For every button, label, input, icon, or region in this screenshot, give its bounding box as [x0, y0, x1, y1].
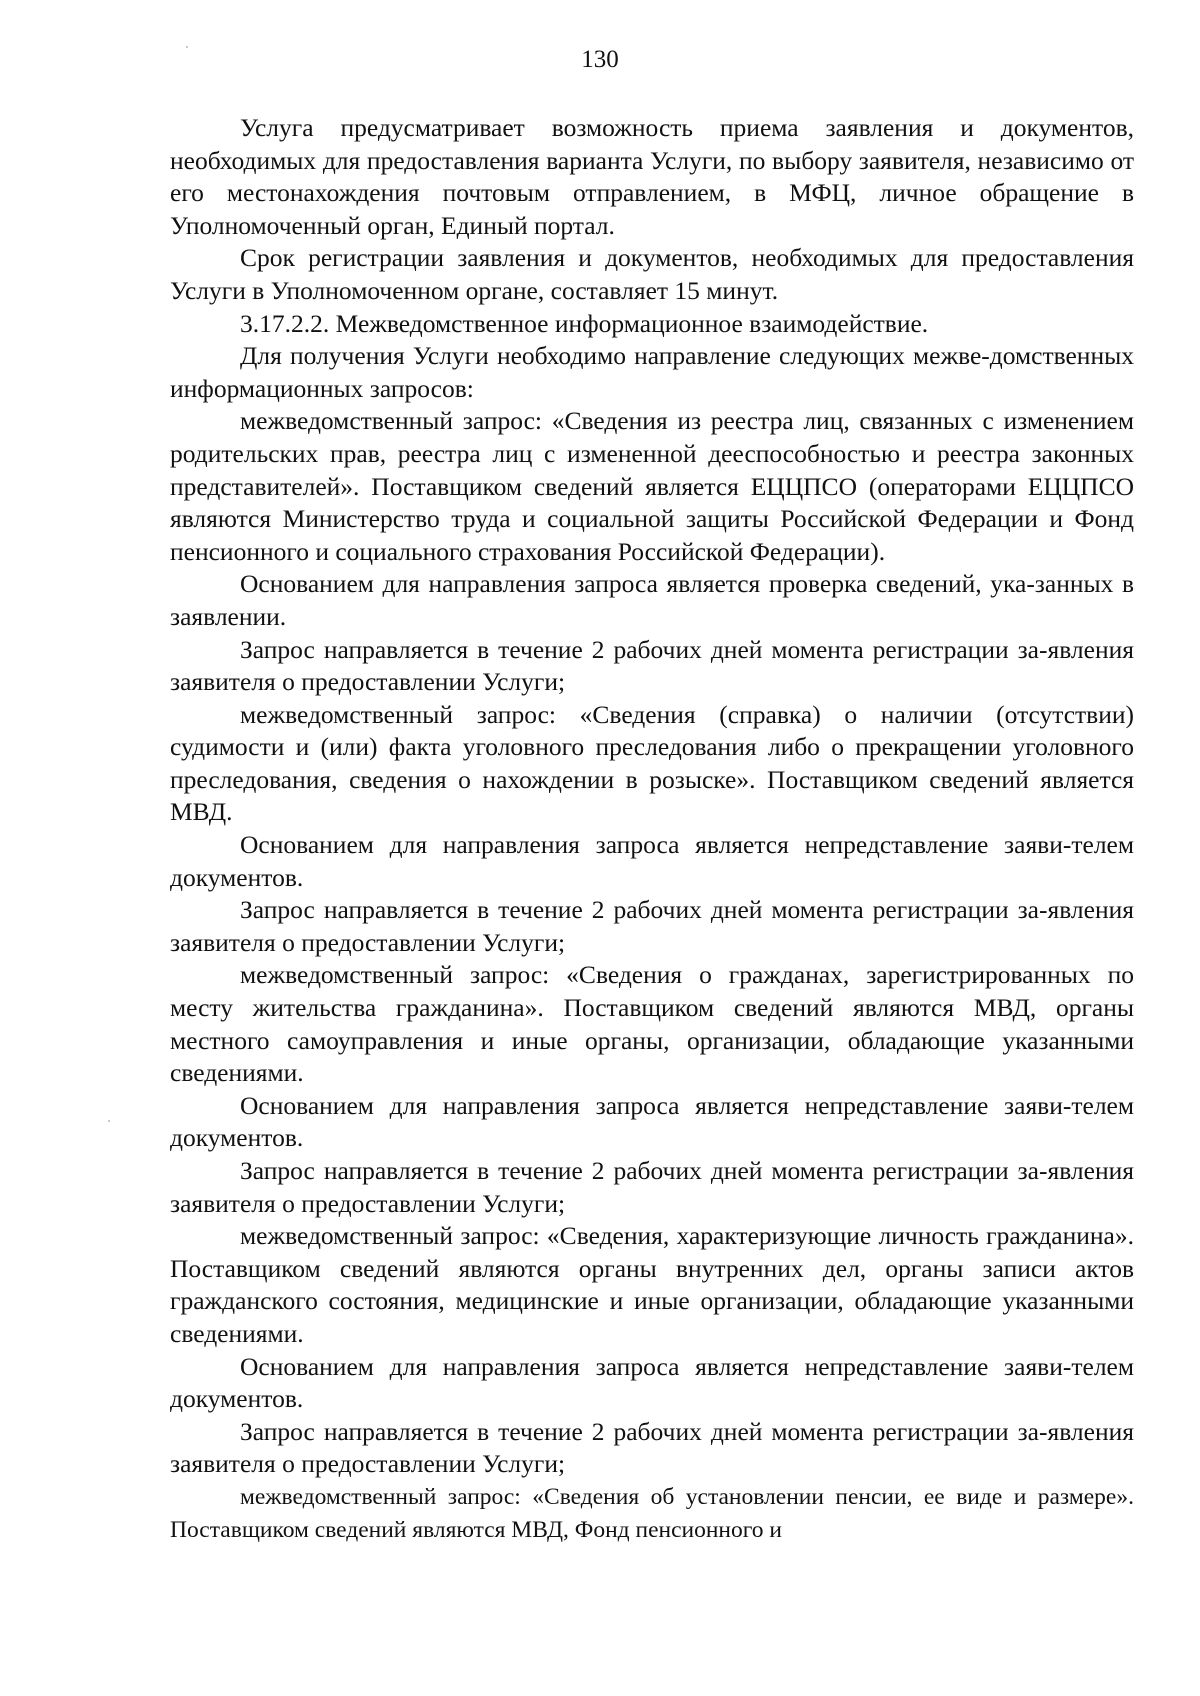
paragraph: Основанием для направления запроса является непредставление заяви-телем документов. — [170, 1351, 1134, 1414]
paragraph: Услуга предусматривает возможность приема заявления и документов, необходимых для предоставления варианта Услуги, по выбору заявителя, независимо от его местонахождения почтовым отправлением, в МФЦ, личное обращение в Уполномоченный орган, Единый портал. — [170, 113, 1134, 240]
paragraph: Запрос направляется в течение 2 рабочих дней момента регистрации за-явления заявителя о предоставлении Услуги; — [170, 1156, 1134, 1218]
paragraph: межведомственный запрос: «Сведения о гражданах, зарегистрированных по месту жительства гражданина». Поставщиком сведений являются МВД, органы местного самоуправления и иные органы, организации, обладающие указанными сведениями. — [170, 960, 1134, 1088]
paragraph: Запрос направляется в течение 2 рабочих дней момента регистрации за-явления заявителя о предоставлении Услуги; — [170, 895, 1134, 957]
paragraph: Запрос направляется в течение 2 рабочих дней момента регистрации за-явления заявителя о предоставлении Услуги; — [170, 1416, 1134, 1479]
paragraph: Основанием для направления запроса является непредставление заяви-телем документов. — [170, 830, 1134, 892]
scan-speck — [186, 46, 188, 48]
paragraph: межведомственный запрос: «Сведения об установлении пенсии, ее виде и размере». Поставщиком сведений являются МВД, Фонд пенсионного и — [170, 1483, 1134, 1543]
paragraph: Основанием для направления запроса является непредставление заяви-телем документов. — [170, 1090, 1134, 1153]
paragraph: Для получения Услуги необходимо направление следующих межве-домственных информационных запросов: — [170, 341, 1134, 403]
scan-speck — [108, 1120, 110, 1122]
document-body — [170, 112, 1134, 1546]
page-number: 130 — [581, 46, 619, 73]
paragraph: Запрос направляется в течение 2 рабочих дней момента регистрации за-явления заявителя о предоставлении Услуги; — [170, 634, 1134, 697]
section-heading: 3.17.2.2. Межведомственное информационное взаимодействие. — [240, 308, 929, 338]
paragraph: Основанием для направления запроса является проверка сведений, ука-занных в заявлении. — [170, 569, 1134, 631]
paragraph: межведомственный запрос: «Сведения, характеризующие личность гражданина». Поставщиком сведений являются органы внутренних дел, органы записи актов гражданского состояния, медицинские и иные организации, обладающие указанными сведениями. — [170, 1221, 1134, 1348]
paragraph: межведомственный запрос: «Сведения (справка) о наличии (отсутствии) судимости и (или) факта уголовного преследования либо о прекращении уголовного преследования, сведения о нахождении в розыске». Поставщиком сведений является МВД. — [170, 699, 1134, 827]
paragraph: межведомственный запрос: «Сведения из реестра лиц, связанных с изменением родительских прав, реестра лиц с измененной дееспособностью и реестра законных представителей». Поставщиком сведений является ЕЦЦПСО (операторами ЕЦЦПСО являются Министерство труда и социальной защиты Российской Федерации и Фонд пенсионного и социального страхования Российской Федерации). — [170, 406, 1134, 566]
paragraph: Срок регистрации заявления и документов, необходимых для предоставления Услуги в Уполномоченном органе, составляет 15 минут. — [170, 243, 1134, 305]
